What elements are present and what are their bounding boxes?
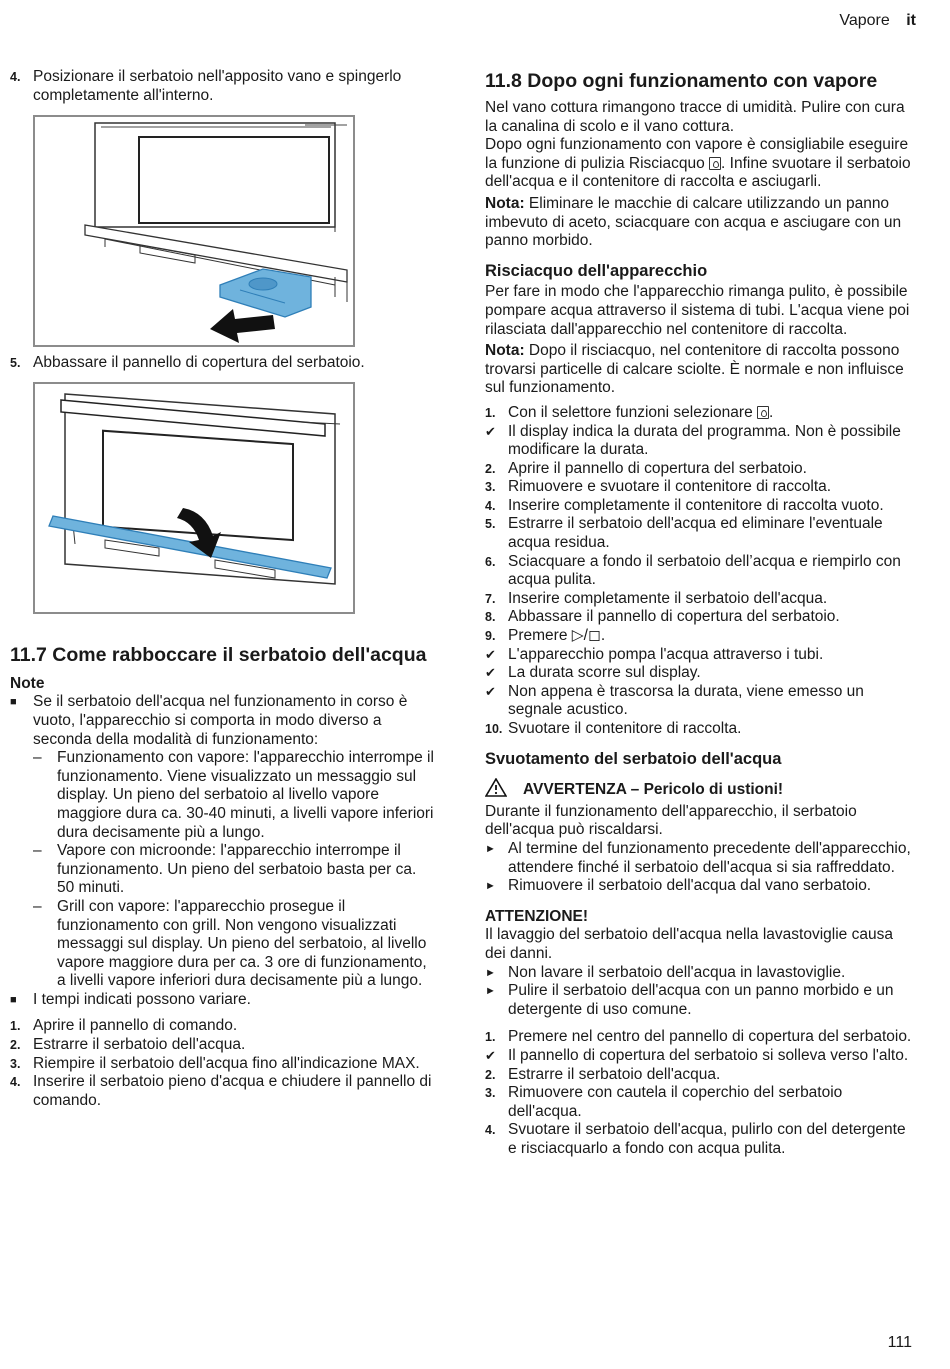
paragraph: Nel vano cottura rimangono tracce di umidità. Pulire con cura la canalina di scolo e il vano cottura. <box>485 99 905 135</box>
warning-triangle-icon <box>485 778 523 803</box>
paragraph: Per fare in modo che l'apparecchio rimanga pulito, è possibile pompare acqua attraverso il sistema di tubi. L'acqua viene poi rilasciata dall'apparecchio nel contenitore di raccolta. <box>485 283 910 338</box>
triangle-bullet-icon: ► <box>485 966 496 979</box>
right-column <box>485 70 915 1158</box>
step-item: 1. Con il selettore funzioni selezionare . <box>485 403 774 421</box>
paragraph: Dopo ogni funzionamento con vapore è consigliabile eseguire la funzione di pulizia Risciacquo . Infine svuotare il serbatoio dell'acqua e il contenitore di raccolta e asciugarli. <box>485 136 911 191</box>
step-4 <box>10 68 435 105</box>
caution-title: ATTENZIONE! <box>485 907 589 925</box>
step-item: 2. Estrarre il serbatoio dell'acqua. <box>10 1036 246 1054</box>
step-item: 2. Estrarre il serbatoio dell'acqua. <box>485 1065 721 1083</box>
subheading-rinse: Risciacquo dell'apparecchio <box>485 261 708 280</box>
step-item: 1. Aprire il pannello di comando. <box>10 1017 238 1035</box>
step-item: 2. Aprire il pannello di copertura del serbatoio. <box>485 459 807 477</box>
step-item: 5. Estrarre il serbatoio dell'acqua ed eliminare l'eventuale acqua residua. <box>485 515 883 552</box>
step-item: 10. Svuotare il contenitore di raccolta. <box>485 720 742 737</box>
step-item: 4. Svuotare il serbatoio dell'acqua, pulirlo con del detergente e risciacquarlo a fondo con acqua pulita. <box>485 1121 906 1157</box>
section-name: Vapore <box>839 12 890 29</box>
warning-item: ► Al termine del funzionamento precedente dell'apparecchio, attendere finché il serbatoio dell'acqua si sia raffreddato. <box>485 839 911 876</box>
subheading-empty-tank: Svuotamento del serbatoio dell'acqua <box>485 749 782 768</box>
result-item: ✔ Il pannello di copertura del serbatoio si solleva verso l'alto. <box>485 1046 909 1064</box>
step-item: 6. Sciacquare a fondo il serbatoio dell’acqua e riempirlo con acqua pulita. <box>485 552 901 589</box>
step-5 <box>10 354 435 373</box>
triangle-bullet-icon: ► <box>485 842 496 855</box>
warning-text: Durante il funzionamento dell'apparecchio, il serbatoio dell'acqua può riscaldarsi. <box>485 802 857 839</box>
step-item: 3. Rimuovere con cautela il coperchio del serbatoio dell'acqua. <box>485 1084 843 1120</box>
step-item: 4. Inserire il serbatoio pieno d'acqua e chiudere il pannello di comando. <box>10 1073 432 1109</box>
language-code: it <box>906 12 916 29</box>
figure-lower-cover <box>33 382 355 614</box>
caution-item: ► Pulire il serbatoio dell'acqua con un panno morbido e un detergente di uso comune. <box>485 982 894 1018</box>
square-bullet-icon: ■ <box>10 696 17 709</box>
warning-item: ► Rimuovere il serbatoio dell'acqua dal vano serbatoio. <box>485 877 872 895</box>
triangle-bullet-icon: ► <box>485 985 496 998</box>
check-icon: ✔ <box>485 665 496 681</box>
page-number: 111 <box>887 1334 912 1351</box>
figure-insert-tank <box>33 115 355 347</box>
result-item: ✔ Il display indica la durata del programma. Non è possibile modificare la durata. <box>485 422 901 459</box>
check-icon: ✔ <box>485 683 496 699</box>
step-number: 4. <box>10 70 21 84</box>
step-text: Abbassare il pannello di copertura del serbatoio. <box>33 354 365 372</box>
section-heading-11-8: 11.8 Dopo ogni funzionamento con vapore <box>485 70 878 92</box>
note-paragraph: Nota: Eliminare le macchie di calcare utilizzando un panno imbevuto di aceto, sciacquare con acqua e asciugare con un panno morbido. <box>485 194 902 250</box>
step-item: 8. Abbassare il pannello di copertura del serbatoio. <box>485 608 840 626</box>
note-label: Note <box>10 674 45 692</box>
caution-item: ► Non lavare il serbatoio dell'acqua in lavastoviglie. <box>485 963 846 981</box>
step-item: 1. Premere nel centro del pannello di copertura del serbatoio. <box>485 1028 912 1046</box>
note-bullet: ■ Se il serbatoio dell'acqua nel funzionamento in corso è vuoto, l'apparecchio si comporta in modo diverso a seconda della modalità di funzionamento: <box>10 693 408 748</box>
result-item: ✔ Non appena è trascorsa la durata, viene emesso un segnale acustico. <box>485 682 864 719</box>
step-text: Posizionare il serbatoio nell'apposito vano e spingerlo completamente all'interno. <box>33 68 402 104</box>
step-item: 4. Inserire completamente il contenitore di raccolta vuoto. <box>485 496 884 514</box>
rinse-program-icon <box>709 157 721 170</box>
triangle-bullet-icon: ► <box>485 880 496 893</box>
result-item: ✔ L'apparecchio pompa l'acqua attraverso i tubi. <box>485 645 824 663</box>
step-item: 7. Inserire completamente il serbatoio dell'acqua. <box>485 589 828 607</box>
rinse-program-icon <box>757 406 769 419</box>
refill-steps <box>10 1017 435 1110</box>
rinse-steps <box>485 404 915 739</box>
step-item: 3. Riempire il serbatoio dell'acqua fino all'indicazione MAX. <box>10 1054 420 1072</box>
running-head <box>839 12 916 31</box>
note-dash-item: – Grill con vapore: l'apparecchio prosegue il funzionamento con grill. Non vengono visualizzati messaggi sul display. Un pieno del serbatoio, al livello vapore maggiore dura per ca. 3 ore di funzionamento, a livelli vapore inferiori dura decisamente più a lungo. <box>33 897 427 990</box>
check-icon: ✔ <box>485 423 496 439</box>
check-icon: ✔ <box>485 1047 496 1063</box>
note-bullet: ■ I tempi indicati possono variare. <box>10 990 251 1008</box>
square-bullet-icon: ■ <box>10 993 17 1006</box>
section-heading-11-7: 11.7 Come rabboccare il serbatoio dell'acqua <box>10 643 427 666</box>
left-column <box>10 68 435 1110</box>
note-dash-item: – Funzionamento con vapore: l'apparecchio interrompe il funzionamento. Viene visualizzato un messaggio sul display. Un pieno del serbatoio al livello vapore maggiore dura ca. 30-40 minuti, a livelli vapore inferiori dura decisamente più a lungo. <box>33 749 434 841</box>
result-item: ✔ La durata scorre sul display. <box>485 664 701 682</box>
note-paragraph: Nota: Dopo il risciacquo, nel contenitore di raccolta possono trovarsi particelle di calcare sciolte. È normale e non influisce sul funzionamento. <box>485 342 904 397</box>
check-icon: ✔ <box>485 646 496 662</box>
note-dash-item: – Vapore con microonde: l'apparecchio interrompe il funzionamento. Un pieno del serbatoio basta per ca. 50 minuti. <box>33 842 417 897</box>
step-item: 3. Rimuovere e svuotare il contenitore di raccolta. <box>485 478 832 496</box>
warning-title: AVVERTENZA – Pericolo di ustioni! <box>485 778 915 803</box>
step-item: 9. Premere ▷/◻. <box>485 627 606 645</box>
empty-steps <box>485 1028 915 1158</box>
caution-text: Il lavaggio del serbatoio dell'acqua nella lavastoviglie causa dei danni. <box>485 926 893 962</box>
step-number: 5. <box>10 356 21 371</box>
